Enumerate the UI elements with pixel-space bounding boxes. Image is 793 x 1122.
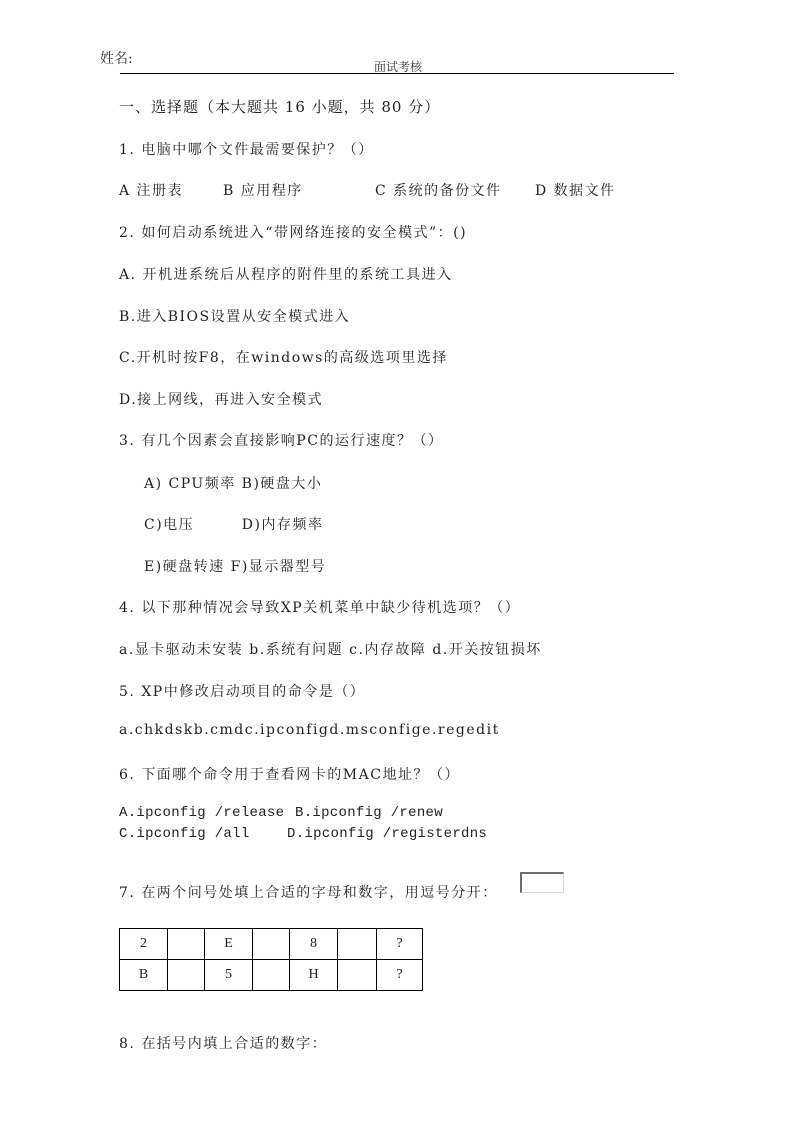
question-text: 以下那种情况会导致XP关机菜单中缺少待机选项？（） xyxy=(141,600,521,616)
table-cell: 2 xyxy=(120,929,168,960)
table-cell xyxy=(168,929,205,960)
question-4 xyxy=(119,597,520,617)
question-number: 4. xyxy=(119,600,136,616)
table-cell: H xyxy=(290,960,338,991)
option-d: D.接上网线，再进入安全模式 xyxy=(119,392,324,408)
question-text: XP中修改启动项目的命令是（） xyxy=(141,684,366,700)
question-text: 在括号内填上合适的数字： xyxy=(141,1036,328,1052)
table-cell xyxy=(168,960,205,991)
question-4-options: a.显卡驱动未安装 b.系统有问题 c.内存故障 d.开关按钮损坏 xyxy=(119,642,542,658)
question-text: 电脑中哪个文件最需要保护？（） xyxy=(141,142,374,158)
option-a: A 注册表 xyxy=(119,183,184,199)
question-1-options xyxy=(119,180,183,200)
question-7 xyxy=(119,882,498,902)
options-ab: A) CPU频率 B)硬盘大小 xyxy=(144,476,323,492)
question-3 xyxy=(119,430,443,450)
sequence-table xyxy=(119,928,423,991)
option-b: B 应用程序 xyxy=(223,183,303,199)
question-number: 6. xyxy=(119,767,136,783)
question-number: 5. xyxy=(119,684,136,700)
table-cell xyxy=(338,929,377,960)
question-8 xyxy=(119,1033,327,1053)
option-a: A.ipconfig /release xyxy=(119,805,285,821)
name-label: 姓名: xyxy=(100,51,133,67)
table-cell xyxy=(253,929,290,960)
question-5-options: a.chkdskb.cmdc.ipconfigd.msconfige.regedit xyxy=(119,722,500,738)
question-number: 8. xyxy=(119,1036,136,1052)
table-row xyxy=(120,929,423,960)
header-title: 面试考核 xyxy=(374,60,423,74)
question-text: 如何启动系统进入“带网络连接的安全模式”：() xyxy=(141,225,468,241)
option-c: C 系统的备份文件 xyxy=(375,183,502,199)
option-c: C.开机时按F8，在windows的高级选项里选择 xyxy=(119,350,448,366)
question-number: 1. xyxy=(119,142,136,158)
table-cell: E xyxy=(205,929,253,960)
table-cell: ? xyxy=(377,929,423,960)
option-a: A. 开机进系统后从程序的附件里的系统工具进入 xyxy=(119,267,453,283)
question-number: 3. xyxy=(119,433,136,449)
question-6 xyxy=(119,764,460,784)
options-cd: C)电压 D)内存频率 xyxy=(144,517,324,533)
question-number: 2. xyxy=(119,225,136,241)
table-cell xyxy=(253,960,290,991)
table-row xyxy=(120,960,423,991)
option-b: B.ipconfig /renew xyxy=(295,805,443,821)
header-divider xyxy=(120,73,674,74)
option-d: D 数据文件 xyxy=(535,183,616,199)
table-cell: B xyxy=(120,960,168,991)
question-text: 有几个因素会直接影响PC的运行速度？（） xyxy=(141,433,444,449)
question-1 xyxy=(119,139,374,159)
options-ef: E)硬盘转速 F)显示器型号 xyxy=(144,559,327,575)
question-number: 7. xyxy=(119,885,136,901)
option-d: D.ipconfig /registerdns xyxy=(287,826,488,842)
section-title: 一、选择题（本大题共 16 小题，共 80 分） xyxy=(119,98,441,116)
option-c: C.ipconfig /all xyxy=(119,826,250,842)
question-2 xyxy=(119,222,467,242)
table-cell: 5 xyxy=(205,960,253,991)
table-cell xyxy=(338,960,377,991)
table-cell: ? xyxy=(377,960,423,991)
table-cell: 8 xyxy=(290,929,338,960)
option-b: B.进入BIOS设置从安全模式进入 xyxy=(119,309,351,325)
question-text: 在两个问号处填上合适的字母和数字，用逗号分开： xyxy=(141,885,498,901)
question-text: 下面哪个命令用于查看网卡的MAC地址？（） xyxy=(141,767,460,783)
answer-input[interactable] xyxy=(520,872,564,893)
question-5 xyxy=(119,681,365,701)
